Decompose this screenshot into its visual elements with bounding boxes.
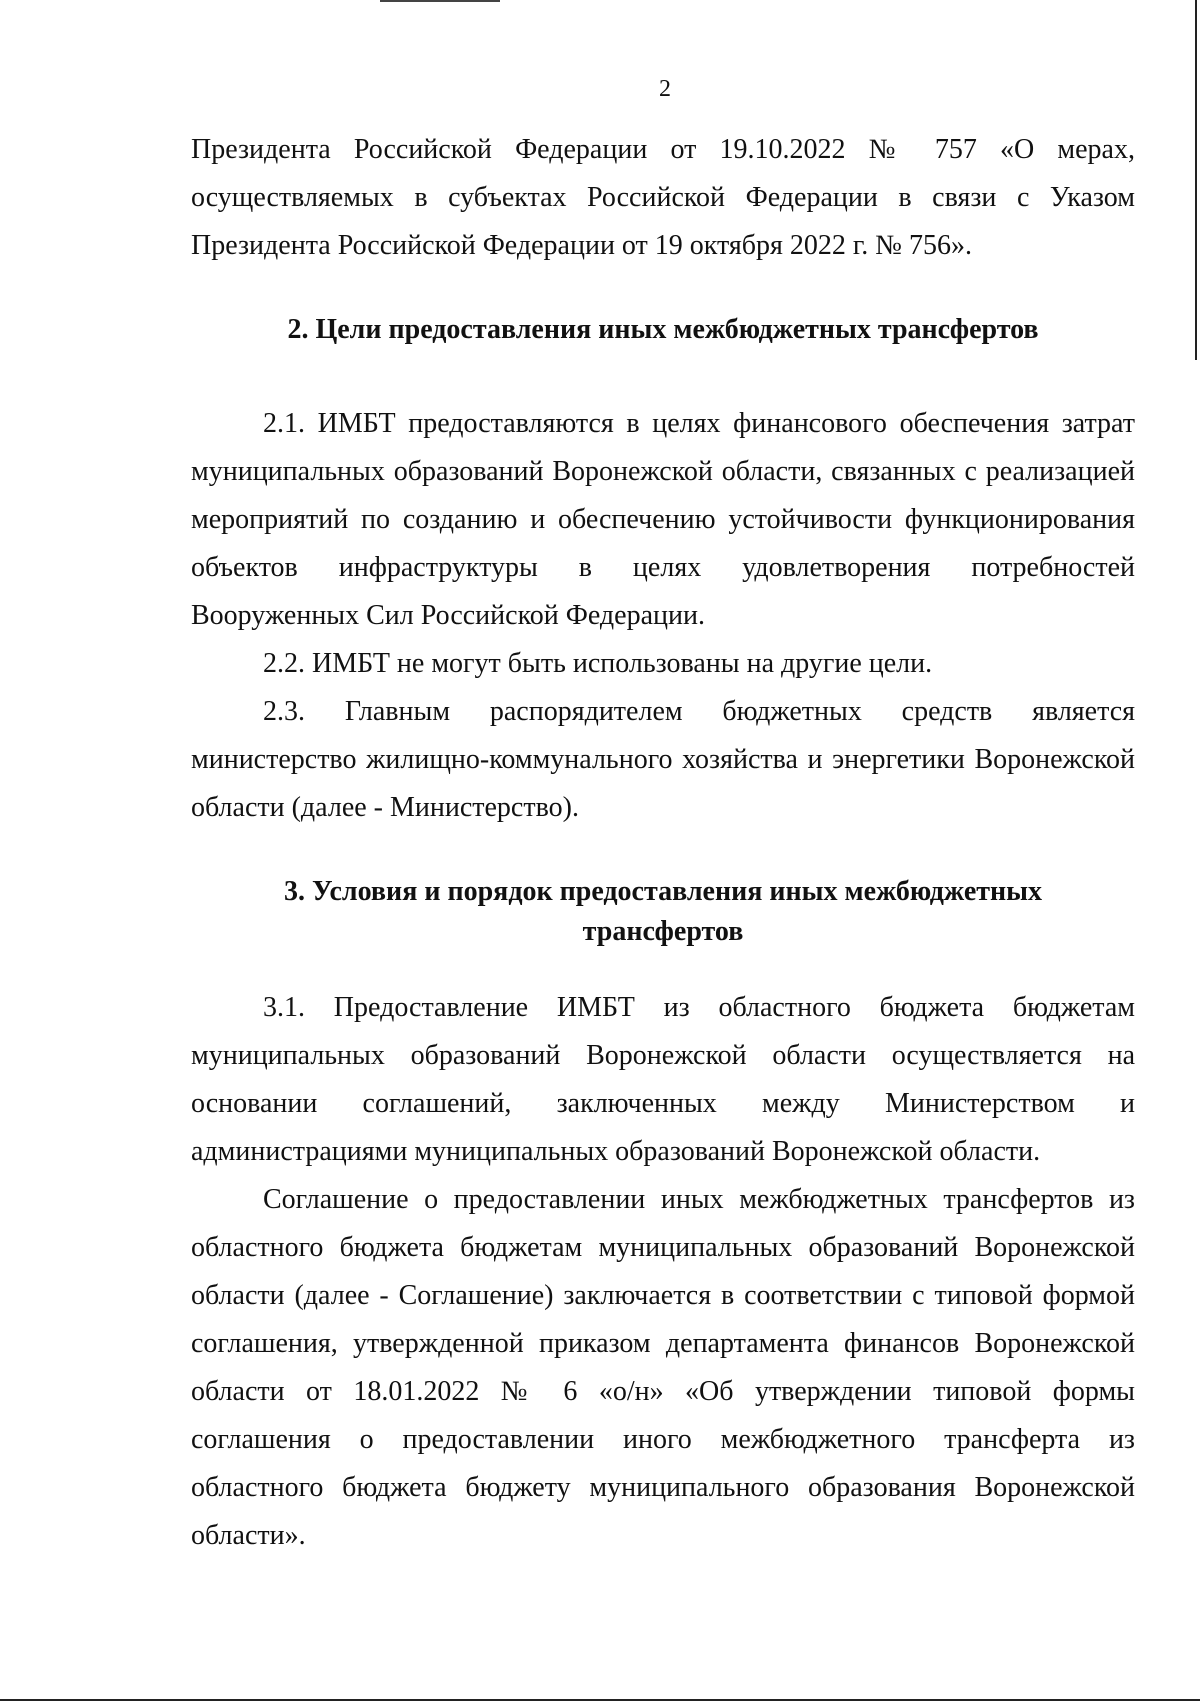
scan-edge-bottom	[0, 1699, 1200, 1701]
paragraph-2-2: 2.2. ИМБТ не могут быть использованы на другие цели.	[263, 648, 933, 679]
section-3-heading-line-2: трансфертов	[582, 916, 744, 947]
paragraph-2-1: 2.1. ИМБТ предоставляются в целях финансового обеспечения затрат муниципальных образований Воронежской области, связанных с реализацией мероприятий по созданию и обеспечению устойчивости функционирования объектов инфраструктуры в целях удовлетворения потребностей Вооруженных Сил Российской Федерации.	[191, 408, 1135, 631]
paragraph-3-1: 3.1. Предоставление ИМБТ из областного бюджета бюджетам муниципальных образований Воронежской области осуществляется на основании соглашений, заключенных между Министерством и администрациями муниципальных образований Воронежской области.	[191, 992, 1135, 1167]
section-3-heading-line-1: 3. Условия и порядок предоставления иных межбюджетных	[283, 876, 1043, 907]
intro-paragraph: Президента Российской Федерации от 19.10.2022 № 757 «О мерах, осуществляемых в субъектах Российской Федерации в связи с Указом Президента Российской Федерации от 19 октября 2022 г. № 756».	[191, 134, 1135, 261]
section-2-heading: 2. Цели предоставления иных межбюджетных трансфертов	[287, 314, 1039, 345]
scan-edge-right	[1195, 0, 1197, 360]
scan-edge-top	[380, 0, 500, 2]
page-number: 2	[659, 76, 671, 102]
section-2-body	[191, 400, 1135, 832]
section-3-body	[191, 984, 1135, 1560]
paragraph-agreement: Соглашение о предоставлении иных межбюджетных трансфертов из областного бюджета бюджетам муниципальных образований Воронежской области (далее - Соглашение) заключается в соответствии с типовой формой соглашения, утвержденной приказом департамента финансов Воронежской области от 18.01.2022 № 6 «о/н» «Об утверждении типовой формы соглашения о предоставлении иного межбюджетного трансферта из областного бюджета бюджету муниципального образования Воронежской области».	[191, 1184, 1135, 1551]
intro-paragraph-block	[191, 126, 1135, 270]
section-3-heading	[191, 872, 1135, 952]
paragraph-2-3: 2.3. Главным распорядителем бюджетных средств является министерство жилищно-коммунального хозяйства и энергетики Воронежской области (далее - Министерство).	[191, 696, 1135, 823]
